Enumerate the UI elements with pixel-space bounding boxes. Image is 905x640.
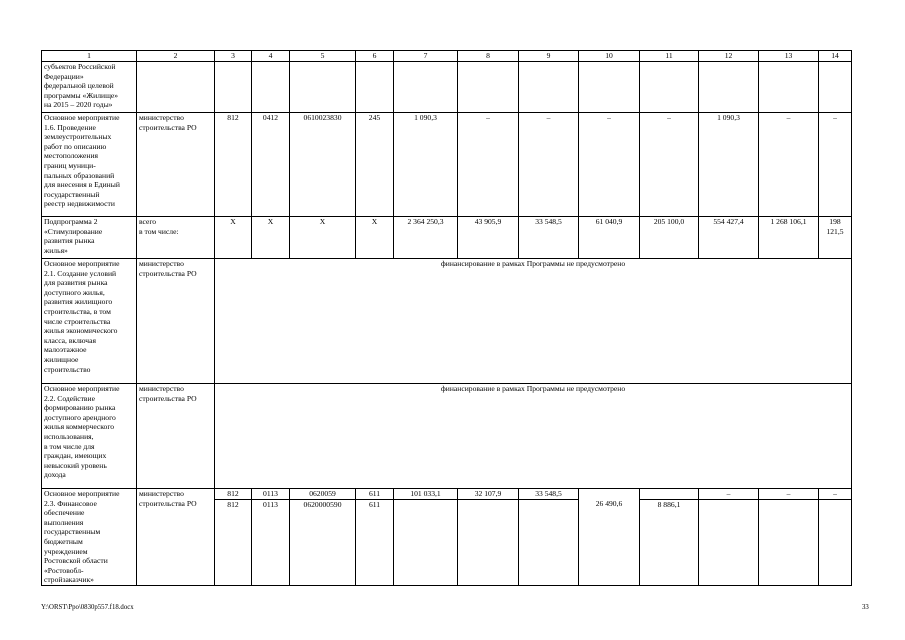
row-title: Основное мероприятие 2.1. Создание условий для развития рынка доступного жилья, развития жилищного строительства, в том числе строительства жилья экономического класса, включая малоэтажное жилищное строительство: [42, 259, 137, 384]
col-header: 2: [137, 51, 215, 62]
year-value: –: [579, 113, 640, 217]
executor: министерство строительства РО: [137, 113, 215, 217]
table-row-2-1: [42, 259, 852, 384]
funding-table: [41, 50, 852, 586]
year-value: 198 121,5: [819, 217, 852, 259]
year-value: 554 427,4: [699, 217, 759, 259]
col-header: 7: [394, 51, 458, 62]
total-value: 2 364 250,3: [394, 217, 458, 259]
grbs-code: 812: [215, 113, 252, 217]
table-header-row: [42, 51, 852, 62]
target-code: X: [290, 217, 356, 259]
expense-type: 245: [356, 113, 394, 217]
target-code: 0620059: [290, 489, 356, 500]
table-row-subprogram-2: [42, 217, 852, 259]
col-header: 8: [458, 51, 519, 62]
section-code: 0113: [252, 499, 290, 585]
grbs-code: 812: [215, 489, 252, 500]
expense-type: 611: [356, 489, 394, 500]
col-header: 4: [252, 51, 290, 62]
year-value: 32 107,9: [458, 489, 519, 500]
table-row-2-2: [42, 384, 852, 489]
col-header: 10: [579, 51, 640, 62]
year-value: –: [519, 113, 579, 217]
total-value: 1 090,3: [394, 113, 458, 217]
year-value: –: [458, 113, 519, 217]
year-value: –: [699, 489, 759, 500]
executor: всего в том числе:: [137, 217, 215, 259]
section-code: 0412: [252, 113, 290, 217]
year-value: 1 268 106,1: [759, 217, 819, 259]
row-title: Подпрограмма 2 «Стимулирование развития рынка жилья»: [42, 217, 137, 259]
year-value: 43 905,9: [458, 217, 519, 259]
year-value: –: [819, 113, 852, 217]
year-value: –: [819, 489, 852, 500]
col-header: 1: [42, 51, 137, 62]
year-value: 33 548,5: [519, 489, 579, 500]
file-path: Y:\ORST\Ppo\0830p557.f18.docx: [41, 604, 134, 611]
col-header: 12: [699, 51, 759, 62]
row-title: субъектов Российской Федерации» федеральной целевой программы «Жилище» на 2015 – 2020 годы»: [42, 62, 137, 113]
target-code: 0620000590: [290, 499, 356, 585]
row-title: Основное мероприятие 1.6. Проведение землеустроительных работ по описанию местоположения границ муници- пальных образований для внесения в Единый государственный реестр недвижимости: [42, 113, 137, 217]
col-header: 3: [215, 51, 252, 62]
year-value: 61 040,9: [579, 217, 640, 259]
expense-type: 611: [356, 499, 394, 585]
total-value: 101 033,1: [394, 489, 458, 500]
table-row-2-3a: [42, 489, 852, 500]
year-value: 8 886,1: [640, 499, 699, 585]
year-value: 33 548,5: [519, 217, 579, 259]
year-value: 1 090,3: [699, 113, 759, 217]
year-value: 26 490,6: [579, 499, 640, 585]
year-value: 205 100,0: [640, 217, 699, 259]
col-header: 11: [640, 51, 699, 62]
year-value: –: [640, 113, 699, 217]
grbs-code: 812: [215, 499, 252, 585]
year-value: –: [759, 113, 819, 217]
col-header: 14: [819, 51, 852, 62]
no-funding-note: финансирование в рамках Программы не предусмотрено: [215, 259, 852, 384]
page-number: 33: [862, 604, 869, 611]
row-title: Основное мероприятие 2.3. Финансовое обеспечение выполнения государственным бюджетным учреждением Ростовской области «Ростовобл- стройзаказчик»: [42, 489, 137, 586]
expense-type: X: [356, 217, 394, 259]
grbs-code: X: [215, 217, 252, 259]
col-header: 6: [356, 51, 394, 62]
executor: министерство строительства РО: [137, 384, 215, 489]
col-header: 9: [519, 51, 579, 62]
col-header: 13: [759, 51, 819, 62]
table-row-continuation: [42, 62, 852, 113]
executor: министерство строительства РО: [137, 259, 215, 384]
row-title: Основное мероприятие 2.2. Содействие формированию рынка доступного арендного жилья коммерческого использования, в том числе для граждан, имеющих невысокий уровень дохода: [42, 384, 137, 489]
no-funding-note: финансирование в рамках Программы не предусмотрено: [215, 384, 852, 489]
col-header: 5: [290, 51, 356, 62]
table-row-1-6: [42, 113, 852, 217]
target-code: 0610023830: [290, 113, 356, 217]
executor: министерство строительства РО: [137, 489, 215, 586]
year-value: –: [759, 489, 819, 500]
section-code: X: [252, 217, 290, 259]
section-code: 0113: [252, 489, 290, 500]
